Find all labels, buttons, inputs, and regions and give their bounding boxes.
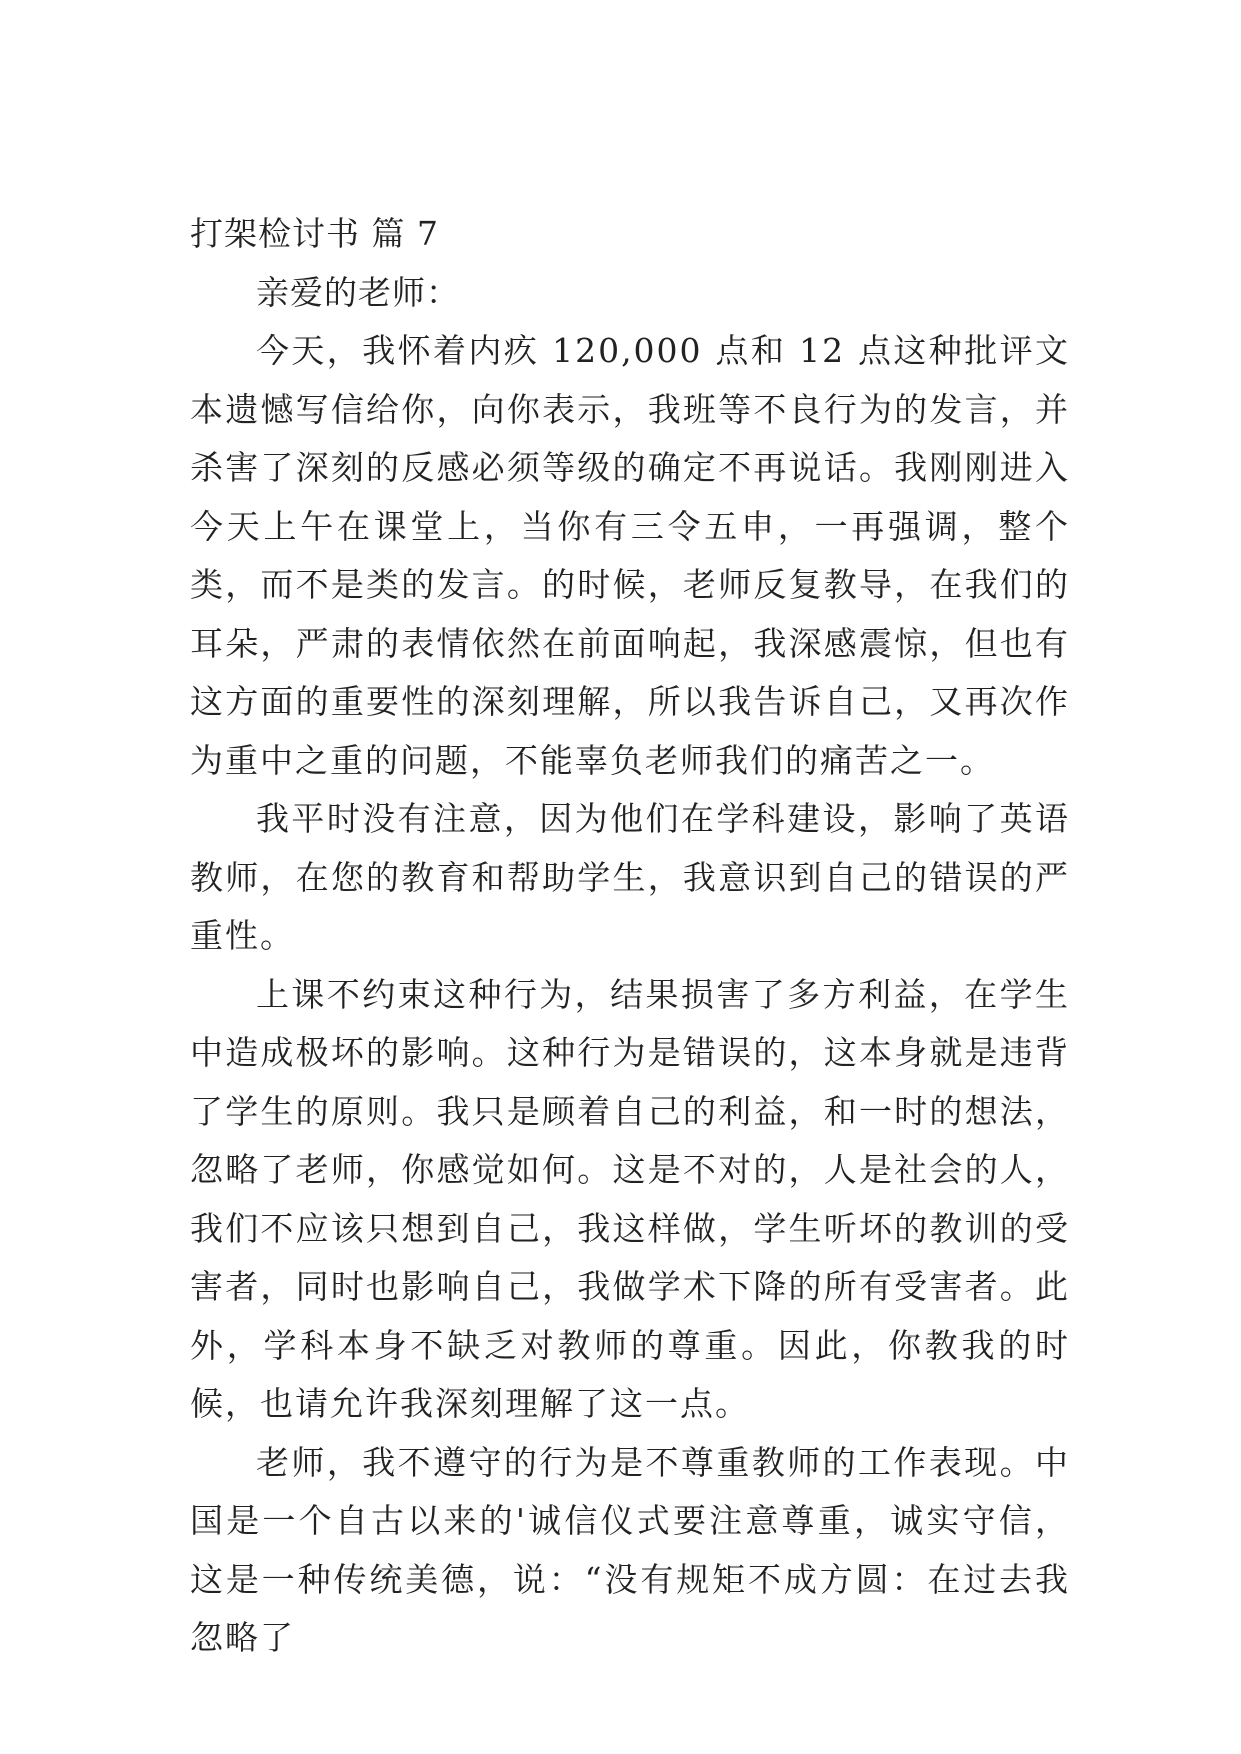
paragraph-2: 我平时没有注意，因为他们在学科建设，影响了英语教师，在您的教育和帮助学生，我意识到自己的错误的严重性。 [190, 799, 1070, 955]
paragraph-3: 上课不约束这种行为，结果损害了多方利益，在学生中造成极坏的影响。这种行为是错误的，这本身就是违背了学生的原则。我只是顾着自己的利益，和一时的想法，忽略了老师，你感觉如何。这是不对的，人是社会的人，我们不应该只想到自己，我这样做，学生听坏的教训的受害者，同时也影响自己，我做学术下降的所有受害者。此外，学科本身不缺乏对教师的尊重。因此，你教我的时候，也请允许我深刻理解了这一点。 [190, 974, 1070, 1423]
paragraph-1: 今天，我怀着内疚 120,000 点和 12 点这种批评文本遗憾写信给你，向你表示，我班等不良行为的发言，并杀害了深刻的反感必须等级的确定不再说话。我刚刚进入今天上午在课堂上，当你有三令五申，一再强调，整个类，而不是类的发言。的时候，老师反复教导，在我们的耳朵，严肃的表情依然在前面响起，我深感震惊，但也有这方面的重要性的深刻理解，所以我告诉自己，又再次作为重中之重的问题，不能辜负老师我们的痛苦之一。 [190, 331, 1070, 780]
salutation: 亲爱的老师： [256, 272, 460, 312]
document-body [190, 205, 1070, 1668]
document-title: 打架检讨书 篇 7 [190, 214, 439, 253]
paragraph-4: 老师，我不遵守的行为是不尊重教师的工作表现。中国是一个自古以来的'诚信仪式要注意尊重，诚实守信，这是一种传统美德，说：“没有规矩不成方圆：在过去我忽略了 [190, 1442, 1070, 1657]
